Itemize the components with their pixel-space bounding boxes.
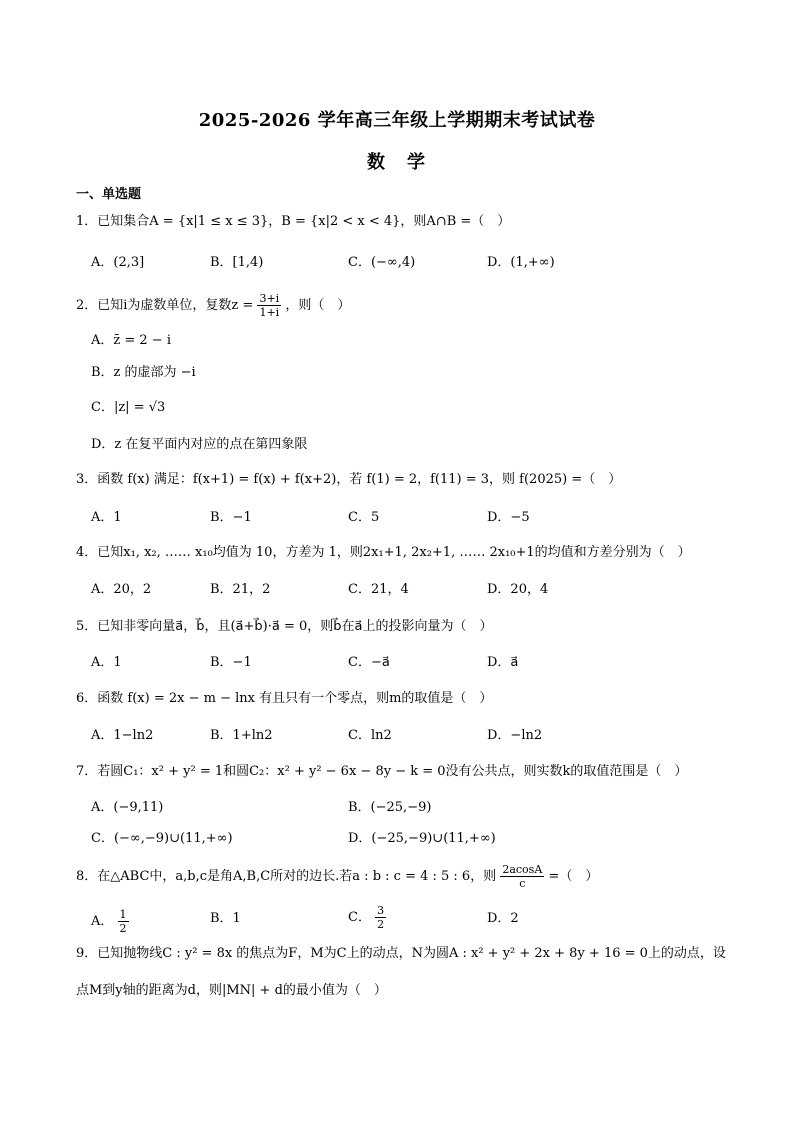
question-2-stem-end: ，则（ ） xyxy=(285,298,351,313)
question-8-option-a-denominator: 2 xyxy=(119,922,127,935)
question-6-option-c: C．ln2 xyxy=(348,728,392,743)
question-4-option-b: B．21，2 xyxy=(210,582,271,597)
question-7-option-c: C．(−∞,−9)∪(11,+∞) xyxy=(91,831,233,846)
question-2-fraction-denominator: 1+i xyxy=(259,306,280,319)
question-8-option-a-fraction xyxy=(118,908,129,935)
question-8-option-d: D．2 xyxy=(487,911,519,926)
question-2-fraction xyxy=(257,292,281,319)
question-8-option-a xyxy=(91,908,129,935)
question-4-stem: 4．已知x₁, x₂, …… x₁₀均值为 10，方差为 1，则2x₁+1, 2x₂+1, …… 2x₁₀+1的均值和方差分别为（ ） xyxy=(76,545,691,560)
question-5-option-c: C．−a⃗ xyxy=(348,655,390,670)
question-2-option-d: D．z 在复平面内对应的点在第四象限 xyxy=(91,437,308,452)
question-5-option-b: B．−1 xyxy=(210,655,252,670)
question-8-option-c xyxy=(348,904,386,931)
question-2-fraction-numerator: 3+i xyxy=(259,292,280,305)
question-1-stem: 1．已知集合A = {x|1 ≤ x ≤ 3}，B = {x|2 < x < 4}，则A∩B =（ ） xyxy=(76,214,511,229)
question-8-option-c-denominator: 2 xyxy=(377,918,385,931)
question-5-option-a: A．1 xyxy=(91,655,122,670)
section-heading: 一、单选题 xyxy=(76,187,142,202)
question-8-option-b: B．1 xyxy=(210,911,241,926)
question-3-option-a: A．1 xyxy=(91,510,122,525)
question-7-option-d: D．(−25,−9)∪(11,+∞) xyxy=(348,831,496,846)
question-5-option-d: D．a⃗ xyxy=(487,655,519,670)
question-3-stem: 3．函数 f(x) 满足：f(x+1) = f(x) + f(x+2)，若 f(1) = 2，f(11) = 3，则 f(2025) =（ ） xyxy=(76,472,622,487)
question-8-option-c-fraction xyxy=(375,904,386,931)
question-1-option-a: A．(2,3] xyxy=(91,255,145,270)
question-8-stem xyxy=(76,863,598,890)
question-8-stem-start: 8．在△ABC中，a,b,c是角A,B,C所对的边长.若a : b : c = 4 : 5 : 6，则 xyxy=(76,869,497,884)
question-2-stem-start: 2．已知i为虚数单位，复数z = xyxy=(76,298,254,313)
question-6-stem: 6．函数 f(x) = 2x − m − lnx 有且只有一个零点，则m的取值是（ ） xyxy=(76,691,493,706)
question-8-option-a-numerator: 1 xyxy=(119,908,127,921)
question-1-option-d: D．(1,+∞) xyxy=(487,255,555,270)
question-8-option-a-label: A． xyxy=(91,914,114,929)
question-1-option-b: B．[1,4) xyxy=(210,255,264,270)
question-1-option-c: C．(−∞,4) xyxy=(348,255,416,270)
question-4-option-a: A．20，2 xyxy=(91,582,152,597)
question-7-stem: 7．若圆C₁：x² + y² = 1和圆C₂：x² + y² − 6x − 8y − k = 0没有公共点，则实数k的取值范围是（ ） xyxy=(76,764,688,779)
question-3-option-c: C．5 xyxy=(348,510,380,525)
question-3-option-b: B．−1 xyxy=(210,510,252,525)
question-6-option-a: A．1−ln2 xyxy=(91,728,154,743)
question-8-option-c-label: C． xyxy=(348,910,371,925)
question-6-option-b: B．1+ln2 xyxy=(210,728,273,743)
question-8-fraction-numerator: 2acosA xyxy=(502,863,543,876)
question-5-stem: 5．已知非零向量a⃗，b⃗，且(a⃗+b⃗)·a⃗ = 0，则b⃗在a⃗上的投影向量为（ ） xyxy=(76,619,493,634)
question-9-stem-line-1: 9．已知抛物线C : y² = 8x 的焦点为F，M为C上的动点，N为圆A : x² + y² + 2x + 8y + 16 = 0上的动点，设 xyxy=(76,946,726,961)
question-9-stem-line-2: 点M到y轴的距离为d，则|MN| + d的最小值为（ ） xyxy=(76,983,387,998)
question-2-option-a: A．z̄ = 2 − i xyxy=(91,333,171,348)
question-8-option-c-numerator: 3 xyxy=(377,904,385,917)
question-4-option-c: C．21，4 xyxy=(348,582,409,597)
question-2-option-c: C．|z| = √3 xyxy=(91,400,166,415)
question-7-option-b: B．(−25,−9) xyxy=(348,800,432,815)
question-4-option-d: D．20，4 xyxy=(487,582,549,597)
question-8-fraction-denominator: c xyxy=(519,877,526,890)
question-2-stem xyxy=(76,292,350,319)
question-2-option-b: B．z 的虚部为 −i xyxy=(91,365,196,380)
question-6-option-d: D．−ln2 xyxy=(487,728,543,743)
exam-title: 2025-2026 学年高三年级上学期期末考试试卷 xyxy=(198,110,596,131)
question-8-fraction xyxy=(500,863,544,890)
question-8-stem-end: =（ ） xyxy=(548,869,599,884)
question-3-option-d: D．−5 xyxy=(487,510,530,525)
question-7-option-a: A．(−9,11) xyxy=(91,800,164,815)
exam-subject: 数 学 xyxy=(367,152,427,173)
